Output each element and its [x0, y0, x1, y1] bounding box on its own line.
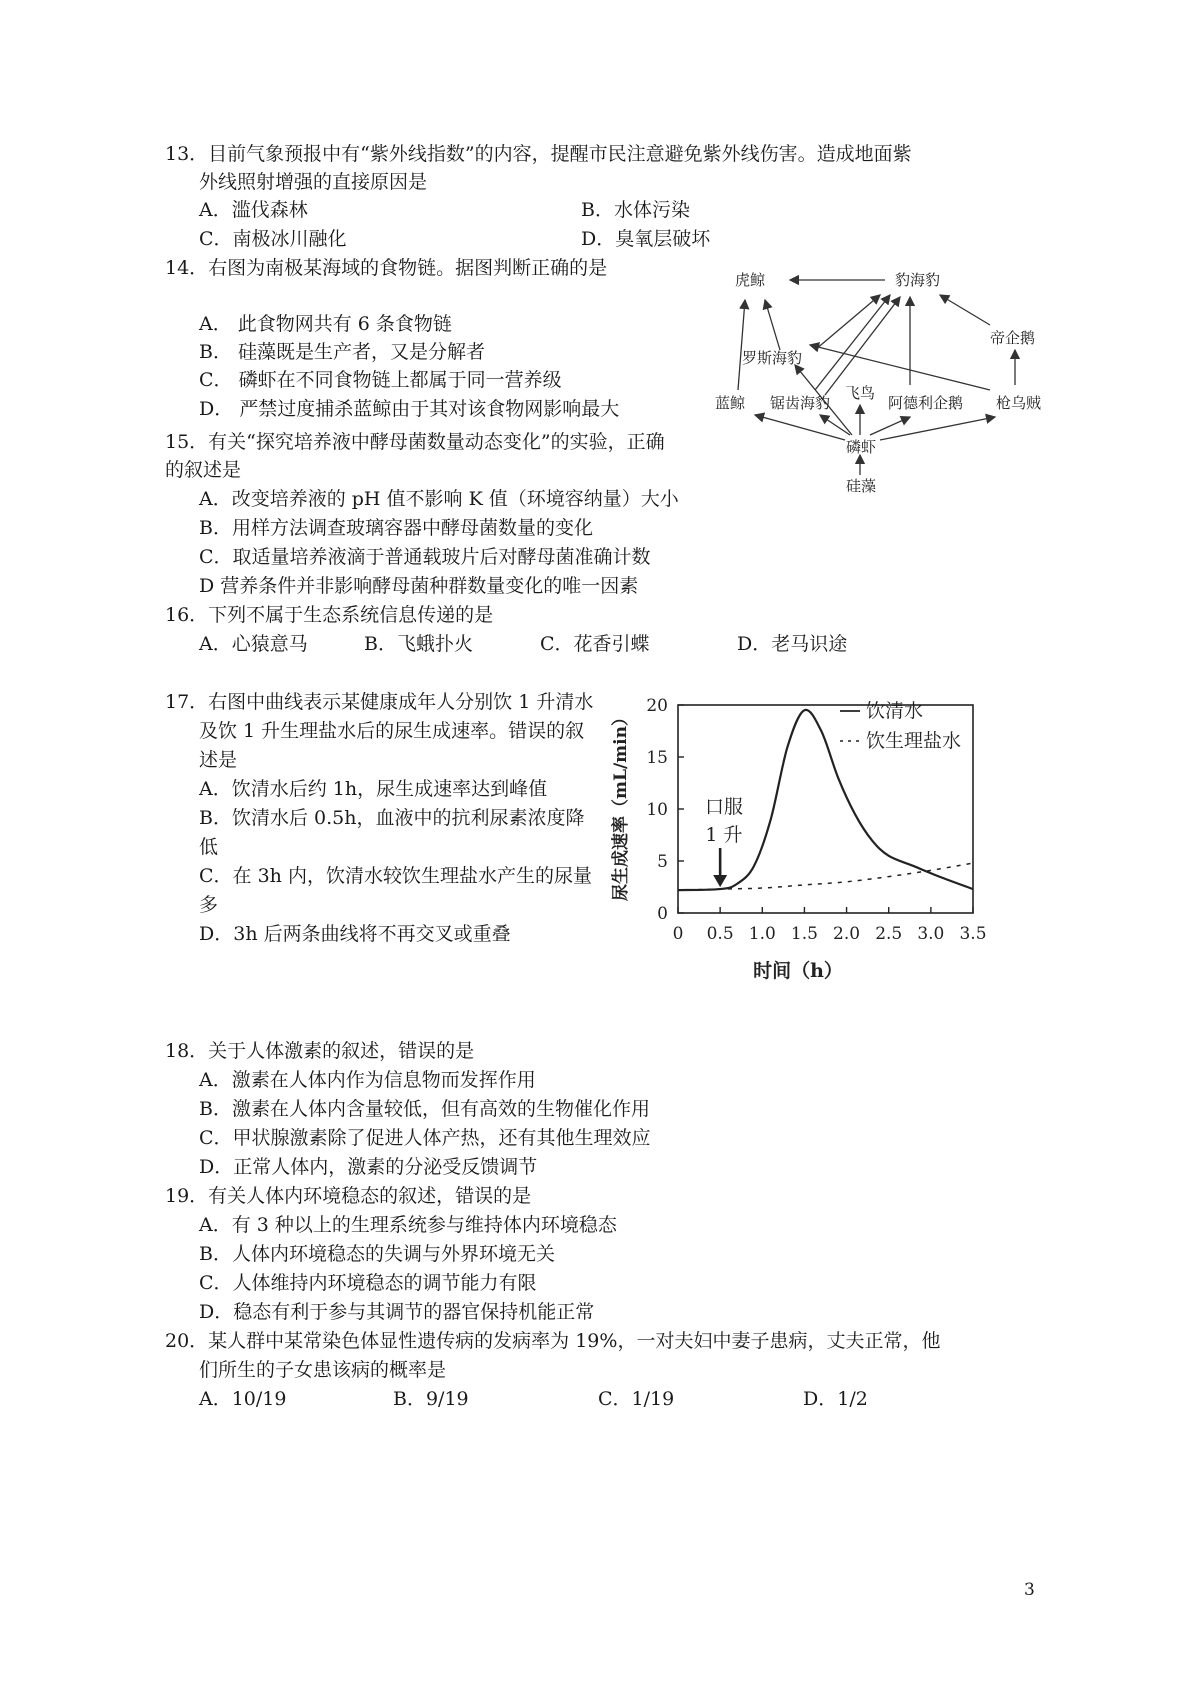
- q13-stem-line1: 13．目前气象预报中有“紫外线指数”的内容，提醒市民注意避免紫外线伤害。造成地面紫: [165, 143, 912, 165]
- y-tick-label-10: 10: [646, 800, 668, 820]
- chart-annotation-line2: 1 升: [705, 824, 743, 846]
- q17-option-a: A．饮清水后约 1h，尿生成速率达到峰值: [199, 778, 548, 800]
- q17-option-b-line2: 低: [199, 836, 219, 858]
- q13-option-d: D．臭氧层破坏: [581, 228, 711, 250]
- q16-stem: 16．下列不属于生态系统信息传递的是: [165, 604, 494, 626]
- q18-stem: 18．关于人体激素的叙述，错误的是: [165, 1040, 475, 1062]
- y-tick-label-5: 5: [657, 852, 668, 872]
- x-tick-label-3.5: 3.5: [959, 924, 987, 944]
- fw-node-blue-whale: 蓝鲸: [715, 394, 746, 412]
- q15-option-b: B．用样方法调查玻璃容器中酵母菌数量的变化: [199, 517, 593, 539]
- y-tick-label-15: 15: [646, 748, 668, 768]
- q17-stem-line1: 17．右图中曲线表示某健康成年人分别饮 1 升清水: [165, 691, 594, 713]
- q19-option-a: A．有 3 种以上的生理系统参与维持体内环境稳态: [199, 1214, 617, 1236]
- q20-option-b: B．9/19: [393, 1388, 469, 1410]
- q17-stem-line2: 及饮 1 升生理盐水后的尿生成速率。错误的叙: [199, 720, 585, 742]
- q14-option-d: D． 严禁过度捕杀蓝鲸由于其对该食物网影响最大: [199, 398, 620, 420]
- q14-stem: 14．右图为南极某海域的食物链。据图判断正确的是: [165, 257, 608, 279]
- x-tick-label-0: 0: [672, 924, 684, 944]
- fw-node-leopard-seal: 豹海豹: [895, 271, 941, 289]
- q20-option-d: D．1/2: [803, 1388, 868, 1410]
- q13-option-c: C．南极冰川融化: [199, 228, 347, 250]
- chart-x-axis-label: 时间（h）: [753, 960, 843, 982]
- q15-option-d: D 营养条件并非影响酵母菌种群数量变化的唯一因素: [199, 575, 639, 597]
- page-number: 3: [1024, 1580, 1035, 1600]
- q20-stem-line2: 们所生的子女患该病的概率是: [199, 1359, 447, 1381]
- q13-stem-line2: 外线照射增强的直接原因是: [199, 171, 428, 193]
- q13-option-a: A．滥伐森林: [199, 199, 308, 221]
- q16-option-d: D．老马识途: [737, 633, 848, 655]
- fw-node-diatom: 硅藻: [846, 477, 877, 495]
- q14-option-a: A． 此食物网共有 6 条食物链: [199, 313, 452, 335]
- q15-option-c: C．取适量培养液滴于普通载玻片后对酵母菌准确计数: [199, 546, 651, 568]
- q18-option-d: D．正常人体内，激素的分泌受反馈调节: [199, 1156, 538, 1178]
- q13-option-b: B．水体污染: [581, 199, 690, 221]
- chart-y-axis-label: 尿生成速率（mL/min）: [611, 709, 631, 901]
- q16-option-a: A．心猿意马: [199, 633, 308, 655]
- x-tick-label-0.5: 0.5: [706, 924, 734, 944]
- q18-option-c: C．甲状腺激素除了促进人体产热，还有其他生理效应: [199, 1127, 651, 1149]
- fw-node-bird: 飞鸟: [845, 384, 876, 402]
- q20-stem-line1: 20．某人群中某常染色体显性遗传病的发病率为 19%，一对夫妇中妻子患病，丈夫正常，他: [165, 1330, 941, 1352]
- x-tick-label-2.0: 2.0: [833, 924, 861, 944]
- q19-option-c: C．人体维持内环境稳态的调节能力有限: [199, 1272, 537, 1294]
- q19-option-b: B．人体内环境稳态的失调与外界环境无关: [199, 1243, 555, 1265]
- legend-label-0: 饮清水: [866, 700, 924, 722]
- annotation-arrow-head: [713, 875, 727, 887]
- q17-option-b-line1: B．饮清水后 0.5h，血液中的抗利尿素浓度降: [199, 807, 585, 829]
- fw-node-ross-seal: 罗斯海豹: [742, 349, 803, 367]
- food-web-diagram: [700, 255, 1060, 500]
- q20-option-a: A．10/19: [199, 1388, 287, 1410]
- q18-option-a: A．激素在人体内作为信息物而发挥作用: [199, 1069, 536, 1091]
- fw-node-orca: 虎鲸: [735, 271, 766, 289]
- x-tick-label-1.0: 1.0: [748, 924, 776, 944]
- q14-option-c: C． 磷虾在不同食物链上都属于同一营养级: [199, 369, 562, 391]
- q16-option-c: C．花香引蝶: [540, 633, 650, 655]
- q17-stem-line3: 述是: [199, 749, 238, 771]
- fw-node-squid: 枪乌贼: [996, 394, 1042, 412]
- fw-node-crabeater-seal: 锯齿海豹: [770, 394, 831, 412]
- x-tick-label-1.5: 1.5: [790, 924, 818, 944]
- q15-option-a: A．改变培养液的 pH 值不影响 K 值（环境容纳量）大小: [199, 488, 679, 510]
- x-tick-label-3.0: 3.0: [917, 924, 945, 944]
- q19-option-d: D．稳态有利于参与其调节的器官保持机能正常: [199, 1301, 595, 1323]
- x-tick-label-2.5: 2.5: [875, 924, 903, 944]
- fw-node-emperor-penguin: 帝企鹅: [990, 329, 1036, 347]
- q17-option-c-line1: C．在 3h 内，饮清水较饮生理盐水产生的尿量: [199, 865, 592, 887]
- q15-stem-line1: 15．有关“探究培养液中酵母菌数量动态变化”的实验，正确: [165, 431, 665, 453]
- q18-option-b: B．激素在人体内含量较低，但有高效的生物催化作用: [199, 1098, 650, 1120]
- urine-rate-chart: [608, 685, 998, 995]
- q17-option-d: D．3h 后两条曲线将不再交叉或重叠: [199, 923, 511, 945]
- q20-option-c: C．1/19: [598, 1388, 675, 1410]
- q17-option-c-line2: 多: [199, 894, 219, 916]
- y-tick-label-20: 20: [646, 696, 668, 716]
- y-tick-label-0: 0: [657, 904, 668, 924]
- fw-node-krill: 磷虾: [846, 438, 877, 456]
- fw-node-adelie-penguin: 阿德利企鹅: [888, 394, 964, 412]
- chart-annotation-line1: 口服: [704, 796, 744, 818]
- q16-option-b: B．飞蛾扑火: [364, 633, 473, 655]
- q15-stem-line2: 的叙述是: [165, 459, 242, 481]
- q14-option-b: B． 硅藻既是生产者，又是分解者: [199, 341, 486, 363]
- q19-stem: 19．有关人体内环境稳态的叙述，错误的是: [165, 1185, 532, 1207]
- legend-label-1: 饮生理盐水: [866, 730, 962, 752]
